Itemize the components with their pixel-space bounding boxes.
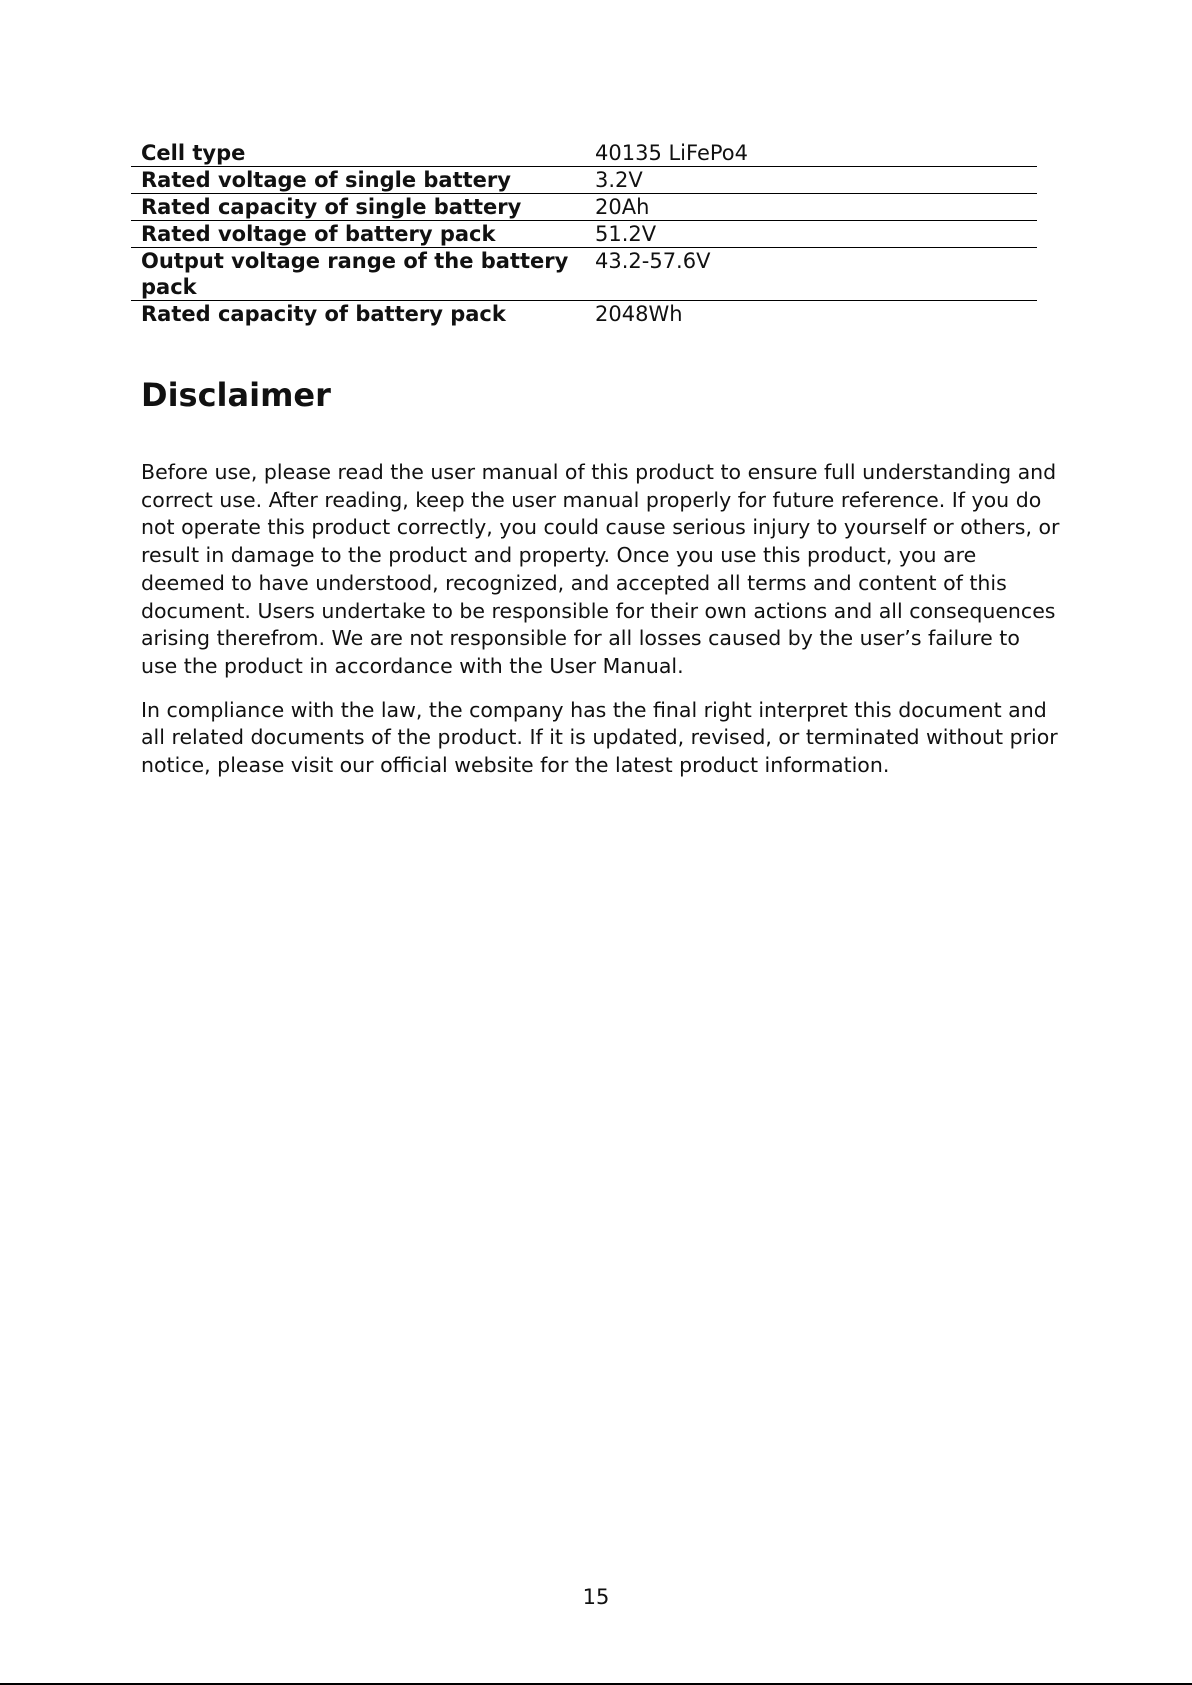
disclaimer-body bbox=[141, 459, 1061, 796]
disclaimer-heading: Disclaimer bbox=[141, 376, 331, 414]
disclaimer-paragraph: In compliance with the law, the company has the final right interpret this document and all related documents of the product. If it is updated, revised, or terminated without prior notice, please visit our official website for the latest product information. bbox=[141, 697, 1058, 778]
spec-label: Rated capacity of single battery bbox=[141, 195, 522, 219]
spec-label: Rated capacity of battery pack bbox=[141, 302, 506, 326]
table-row bbox=[131, 301, 1037, 328]
spec-label: Rated voltage of battery pack bbox=[141, 222, 496, 246]
table-row bbox=[131, 167, 1037, 194]
spec-value: 43.2-57.6V bbox=[595, 249, 711, 273]
spec-value: 40135 LiFePo4 bbox=[595, 141, 748, 165]
spec-label: Rated voltage of single battery bbox=[141, 168, 511, 192]
spec-value: 51.2V bbox=[595, 222, 657, 246]
spec-value: 3.2V bbox=[595, 168, 643, 192]
disclaimer-paragraph: Before use, please read the user manual of this product to ensure full understanding and correct use. After reading, keep the user manual properly for future reference. If you do not operate this product correctly, you could cause serious injury to yourself or others, or result in damage to the product and property. Once you use this product, you are deemed to have understood, recognized, and accepted all terms and content of this document. Users undertake to be responsible for their own actions and all consequences arising therefrom. We are not responsible for all losses caused by the user’s failure to use the product in accordance with the User Manual. bbox=[141, 460, 1060, 678]
spec-label: Output voltage range of the battery pack bbox=[141, 249, 569, 299]
spec-value: 2048Wh bbox=[595, 302, 683, 326]
battery-spec-table bbox=[131, 140, 1037, 327]
table-row bbox=[131, 140, 1037, 167]
table-row bbox=[131, 221, 1037, 248]
spec-label: Cell type bbox=[141, 141, 246, 165]
table-row bbox=[131, 194, 1037, 221]
table-row bbox=[131, 248, 1037, 301]
spec-value: 20Ah bbox=[595, 195, 650, 219]
page-number: 15 bbox=[582, 1585, 610, 1609]
